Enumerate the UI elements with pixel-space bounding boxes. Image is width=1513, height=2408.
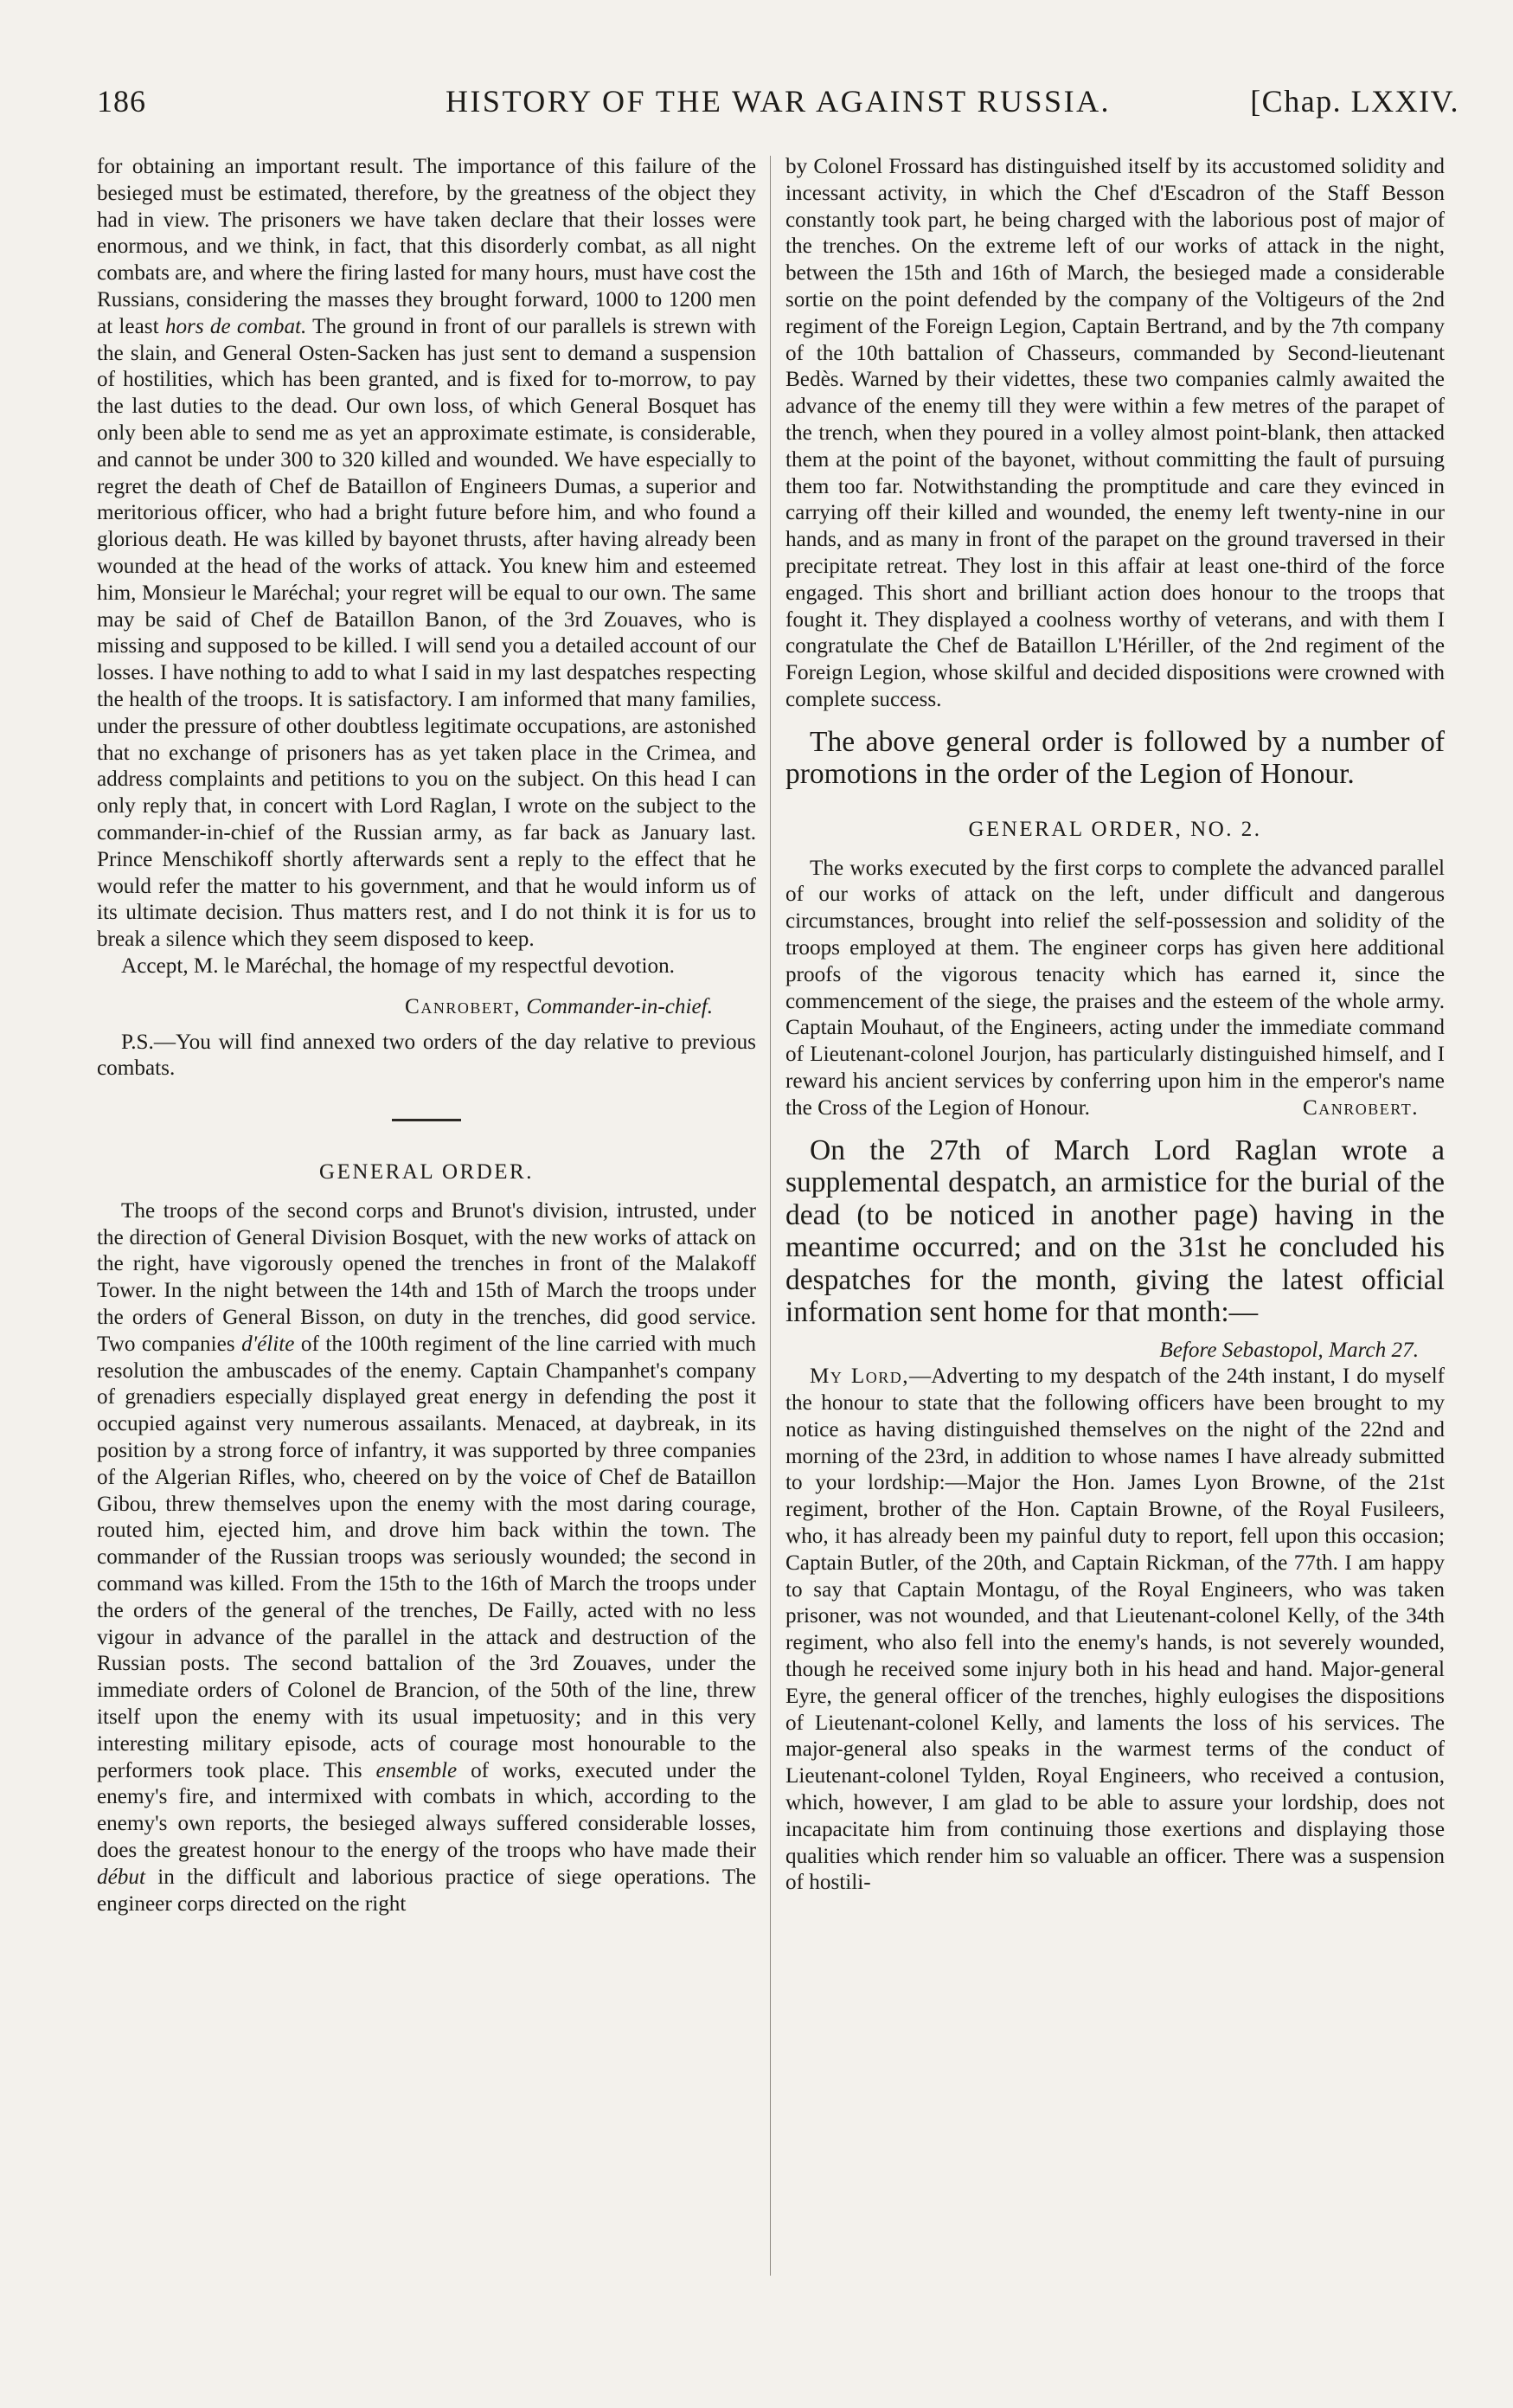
- running-title: HISTORY OF THE WAR AGAINST RUSSIA.: [445, 84, 1112, 119]
- chapter-label: [Chap. LXXIV.: [1250, 84, 1459, 119]
- general-order-heading: GENERAL ORDER.: [319, 1160, 534, 1185]
- left-column: [97, 154, 756, 1917]
- right-column: [785, 154, 1445, 1897]
- general-order-2-text: The works executed by the first corps to complete the advanced parallel of our works of attack on the left, under difficult and dangerous circumstances, brought into relief the self-possession and solidity of the troops employed at them. The engineer corps has given here additional proofs of the vigorous tenacity which has earned it, since the commencement of the siege, the praises and the esteem of the whole army. Captain Mouhaut, of the Engineers, acting under the immediate command of Lieutenant-colonel Jourjon, has particularly distinguished himself, and I reward his ancient services by conferring upon him in the emperor's name the Cross of the Legion of Honour. Canrobert.: [785, 856, 1445, 1122]
- despatch-dateline: Before Sebastopol, March 27.: [1159, 1338, 1419, 1362]
- despatch-text: My Lord,—Adverting to my despatch of the 24th instant, I do myself the honour to state that the following officers have been brought to my notice as having distinguished themselves on the night of the 22nd and morning of the 23rd, in addition to whose names I have already submitted to your lordship:—Major the Hon. James Lyon Browne, of the 21st regiment, brother of the Hon. Captain Browne, of the Royal Fusileers, who, it has already been my painful duty to report, fell upon this occasion; Captain Butler, of the 20th, and Captain Rickman, of the 77th. I am happy to say that Captain Montagu, of the Royal Engineers, who was taken prisoner, was not wounded, and that Lieutenant-colonel Kelly, of the 34th regiment, who also fell into the enemy's hands, is not severely wounded, though he received some injury both in his head and hand. Major-general Eyre, the general officer of the trenches, highly eulogises the dispositions of Lieutenant-colonel Kelly, and laments the loss of his services. The major-general also speaks in the warmest terms of the conduct of Lieutenant-colonel Tylden, Royal Engineers, who received a contusion, which, however, I am glad to be able to assure your lordship, does not incapacitate him from continuing those exertions and displaying those qualities which render him so valuable an officer. There was a suspension of hostili-: [785, 1365, 1445, 1895]
- letter-signature: Canrobert, Commander-in-chief.: [405, 994, 713, 1018]
- column-divider: [770, 156, 771, 2276]
- letter-closing: Accept, M. le Maréchal, the homage of my respectful devotion.: [121, 954, 675, 978]
- section-divider: [392, 1119, 461, 1121]
- narrative-paragraph: The above general order is followed by a number of promotions in the order of the Legion of Honour.: [785, 725, 1445, 791]
- letter-paragraph: for obtaining an important result. The importance of this failure of the besieged must be estimated, therefore, by the greatness of the object they had in view. The prisoners we have taken declare that their losses were enormous, and we think, in fact, that this disorderly combat, as all night combats are, and where the firing lasted for many hours, must have cost the Russians, considering the masses they brought forward, 1000 to 1200 men at least hors de combat. The ground in front of our parallels is strewn with the slain, and General Osten-Sacken has just sent to demand a suspension of hostilities, which has been granted, and is fixed for to-morrow, to pay the last duties to the dead. Our own loss, of which General Bosquet has only been able to send me as yet an approximate estimate, is considerable, and cannot be under 300 to 320 killed and wounded. We have especially to regret the death of Chef de Bataillon of Engineers Dumas, a superior and meritorious officer, who had a bright future before him, and who found a glorious death. He was killed by bayonet thrusts, after having already been wounded at the head of the works of attack. You knew him and esteemed him, Monsieur le Maréchal; your regret will be equal to our own. The same may be said of Chef de Bataillon Banon, of the 3rd Zouaves, who is missing and supposed to be killed. I will send you a detailed account of our losses. I have nothing to add to what I said in my last despatches respecting the health of the troops. It is satisfactory. I am informed that many families, under the pressure of other doubtless legitimate occupations, are astonished that no exchange of prisoners has as yet taken place in the Crimea, and address complaints and petitions to you on the subject. On this head I can only reply that, in concert with Lord Raglan, I wrote on the subject to the commander-in-chief of the Russian army, as far back as January last. Prince Menschikoff shortly afterwards sent a reply to the effect that he would refer the matter to his government, and that he would inform us of its ultimate decision. Thus matters rest, and I do not think it is for us to break a silence which they seem disposed to keep.: [97, 155, 757, 952]
- page-number: 186: [97, 84, 146, 119]
- general-order-2-heading: GENERAL ORDER, NO. 2.: [968, 817, 1262, 841]
- running-header: [97, 83, 1459, 126]
- postscript: P.S.—You will find annexed two orders of the day relative to previous combats.: [97, 1030, 756, 1081]
- narrative-paragraph-2: On the 27th of March Lord Raglan wrote a supplemental despatch, an armistice for the burial of the dead (to be noticed in another page) having in the meantime occurred; and on the 31st he concluded his despatches for the month, giving the latest official information sent home for that month:—: [785, 1133, 1445, 1328]
- continued-order-text: by Colonel Frossard has distinguished itself by its accustomed solidity and incessant activity, in which the Chef d'Escadron of the Staff Besson constantly took part, he being charged with the laborious post of major of the trenches. On the extreme left of our works of attack in the night, between the 15th and 16th of March, the besieged made a considerable sortie on the point defended by the company of the Voltigeurs of the 2nd regiment of the Foreign Legion, Captain Bertrand, and by the 7th company of the 10th battalion of Chasseurs, commanded by Second-lieutenant Bedès. Warned by their videttes, these two companies calmly awaited the advance of the enemy till they were within a few metres of the parapet of the trench, when they poured in a volley almost point-blank, then attacked them at the point of the bayonet, without committing the fault of pursuing them too far. Notwithstanding the promptitude and care they evinced in carrying off their killed and wounded, the enemy left twenty-nine in our hands, and as many in front of the parapet on the ground traversed in their precipitate retreat. They lost in this affair at least one-third of the force engaged. This short and brilliant action does honour to the troops that fought it. They displayed a coolness worthy of veterans, and with them I congratulate the Chef de Bataillon L'Hériller, of the 2nd regiment of the Foreign Legion, whose skilful and decided dispositions were crowned with complete success.: [785, 155, 1445, 711]
- order-2-signature: Canrobert.: [1302, 1095, 1419, 1120]
- general-order-text: The troops of the second corps and Brunot's division, intrusted, under the direction of General Division Bosquet, with the new works of attack on the right, have vigorously opened the trenches in front of the Malakoff Tower. In the night between the 14th and 15th of March the troops under the orders of General Bisson, on duty in the trenches, did good service. Two companies d'élite of the 100th regiment of the line carried with much resolution the ambuscades of the enemy. Captain Champanhet's company of grenadiers especially displayed great energy in defending the post it occupied against very numerous assailants. Menaced, at daybreak, in its position by a strong force of infantry, it was supported by three companies of the Algerian Rifles, who, cheered on by the voice of Chef de Bataillon Gibou, threw themselves upon the enemy with the most daring courage, routed him, ejected him, and drove him back within the town. The commander of the Russian troops was seriously wounded; the second in command was killed. From the 15th to the 16th of March the troops under the orders of the general of the trenches, De Failly, acted with no less vigour in advance of the parallel in the attack and destruction of the Russian posts. The second battalion of the 3rd Zouaves, under the immediate orders of Colonel de Brancion, of the 50th of the line, threw itself upon the enemy with its usual impetuosity; and in this very interesting military episode, acts of courage most honourable to the performers took place. This ensemble of works, executed under the enemy's fire, and intermixed with combats in which, according to the enemy's own reports, the besieged always suffered considerable losses, does the greatest honour to the energy of the troops who have made their début in the difficult and laborious practice of siege operations. The engineer corps directed on the right: [97, 1198, 757, 1916]
